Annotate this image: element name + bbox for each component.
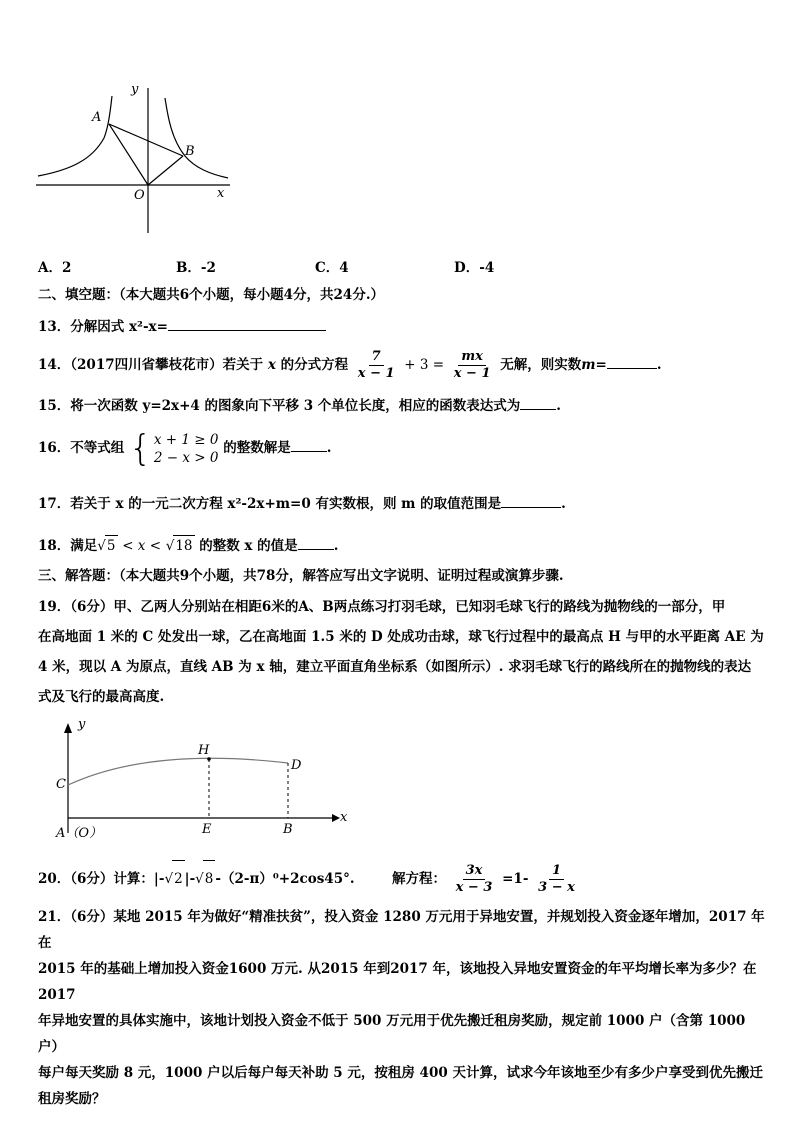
x-axis-arrow [332,814,340,822]
choice-c[interactable]: C．4 [315,260,349,276]
choice-b[interactable]: B．-2 [176,260,216,276]
q13-answer-blank[interactable] [168,316,326,331]
q16-inequality-system: { x + 1 ≥ 0 2 − x > 0 [129,427,219,469]
fig2-label-a-o: A（O） [56,826,103,841]
fig2-label-b: B [283,822,293,837]
question-18: 18．满足√5 < x < √18 的整数 x 的值是 . [38,535,768,556]
fig1-label-o: O [134,188,145,203]
fig1-label-b: B [185,144,195,159]
choice-a[interactable]: A．2 [38,260,72,276]
question-21: 21．（6分）某地 2015 年为做好“精准扶贫”，投入资金 1280 万元用于异地安置，并规划投入资金逐年增加，2017 年在 2015 年的基础上增加投入资金1600 万元. 从2015 年到2017 年，该地投入异地安置资金的年平均增长率为多少？在2017 年异地安置的具体实施中，该地计划投入资金不低于 500 万元用于优先搬迁租房奖励，规定前 1000 户（含第 1000 户） 每户每天奖励 8 元，1000 户以后每户每天补助 5 元，按租房 400 天计算，试求今年该地至少有多少户享受到优先搬迁 租房奖励？ [38,909,765,1107]
figure-hyperbola [30,78,250,238]
question-20: 20．（6分）计算：|-√2 |-√8 -（2-π）⁰+2cos45°. 解方程： $\frac{3x}{x - 3}$ =1- $\frac{1}{3 - x}$ [38,860,768,897]
question-17: 17．若关于 x 的一元二次方程 x²-2x+m=0 有实数根，则 m 的取值范围是 . [38,493,768,514]
fig2-label-c: C [56,777,66,792]
q16-answer-blank[interactable] [291,437,327,452]
hyperbola-diagram [30,78,250,238]
fig1-label-x: x [217,186,225,201]
q15-answer-blank[interactable] [520,395,556,410]
question-14: 14．（2017四川省攀枝花市）若关于 x 的分式方程 $\frac{7}{x - 1}$ + 3 = $\frac{mx}{x - 1}$ 无解，则实数m= . [38,349,662,381]
fig2-label-d: D [291,758,302,773]
section3-title: 三、解答题：（本大题共9个小题，共78分，解答应写出文字说明、证明过程或演算步骤. [38,568,564,584]
fig2-label-y: y [78,717,86,732]
fig2-label-e: E [202,822,212,837]
question-19: 19．（6分）甲、乙两人分别站在相距6米的A、B两点练习打羽毛球，已知羽毛球飞行的路线为抛物线的一部分，甲 在高地面 1 米的 C 处发出一球，乙在高地面 1.5 米的 D 处成功击球，球飞行过程中的最高点 H 与甲的水平距离 AE 为 4 米，现以 A 为原点，直线 AB 为 x 轴，建立平面直角坐标系（如图所示）. 求羽毛球飞行的路线所在的抛物线的表达 式及飞行的最高高度. [38,599,764,705]
q14-answer-blank[interactable] [607,354,657,369]
question-15: 15．将一次函数 y=2x+4 的图象向下平移 3 个单位长度，相应的函数表达式为 . [38,395,768,416]
q20-fraction-1: $\frac{3x}{x - 3}$ [455,863,493,895]
question-13: 13．分解因式 x²-x= [38,316,768,337]
y-axis-arrow [64,723,72,733]
fig1-label-a: A [92,110,102,125]
right-branch-curve [165,98,228,178]
flight-path-curve [68,758,288,785]
q14-fraction-2: $\frac{mx}{x - 1}$ [453,349,491,381]
fig2-label-h: H [198,743,210,758]
fig2-label-x: x [340,810,348,825]
segment-ao [109,124,148,185]
segment-ob [148,156,183,185]
section2-title: 二、填空题：（本大题共6个小题，每小题4分，共24分.） [38,287,385,303]
q20-fraction-2: $\frac{1}{3 - x}$ [538,863,575,895]
figure-parabola [40,715,370,840]
q14-fraction-1: $\frac{7}{x - 1}$ [357,349,395,381]
question-16: 16．不等式组 { x + 1 ≥ 0 2 − x > 0 的整数解是 . [38,427,332,469]
fig1-label-y: y [131,82,139,97]
q18-answer-blank[interactable] [298,535,334,550]
q17-answer-blank[interactable] [501,493,561,508]
left-branch-curve [38,96,112,176]
choice-d[interactable]: D．-4 [454,260,495,276]
